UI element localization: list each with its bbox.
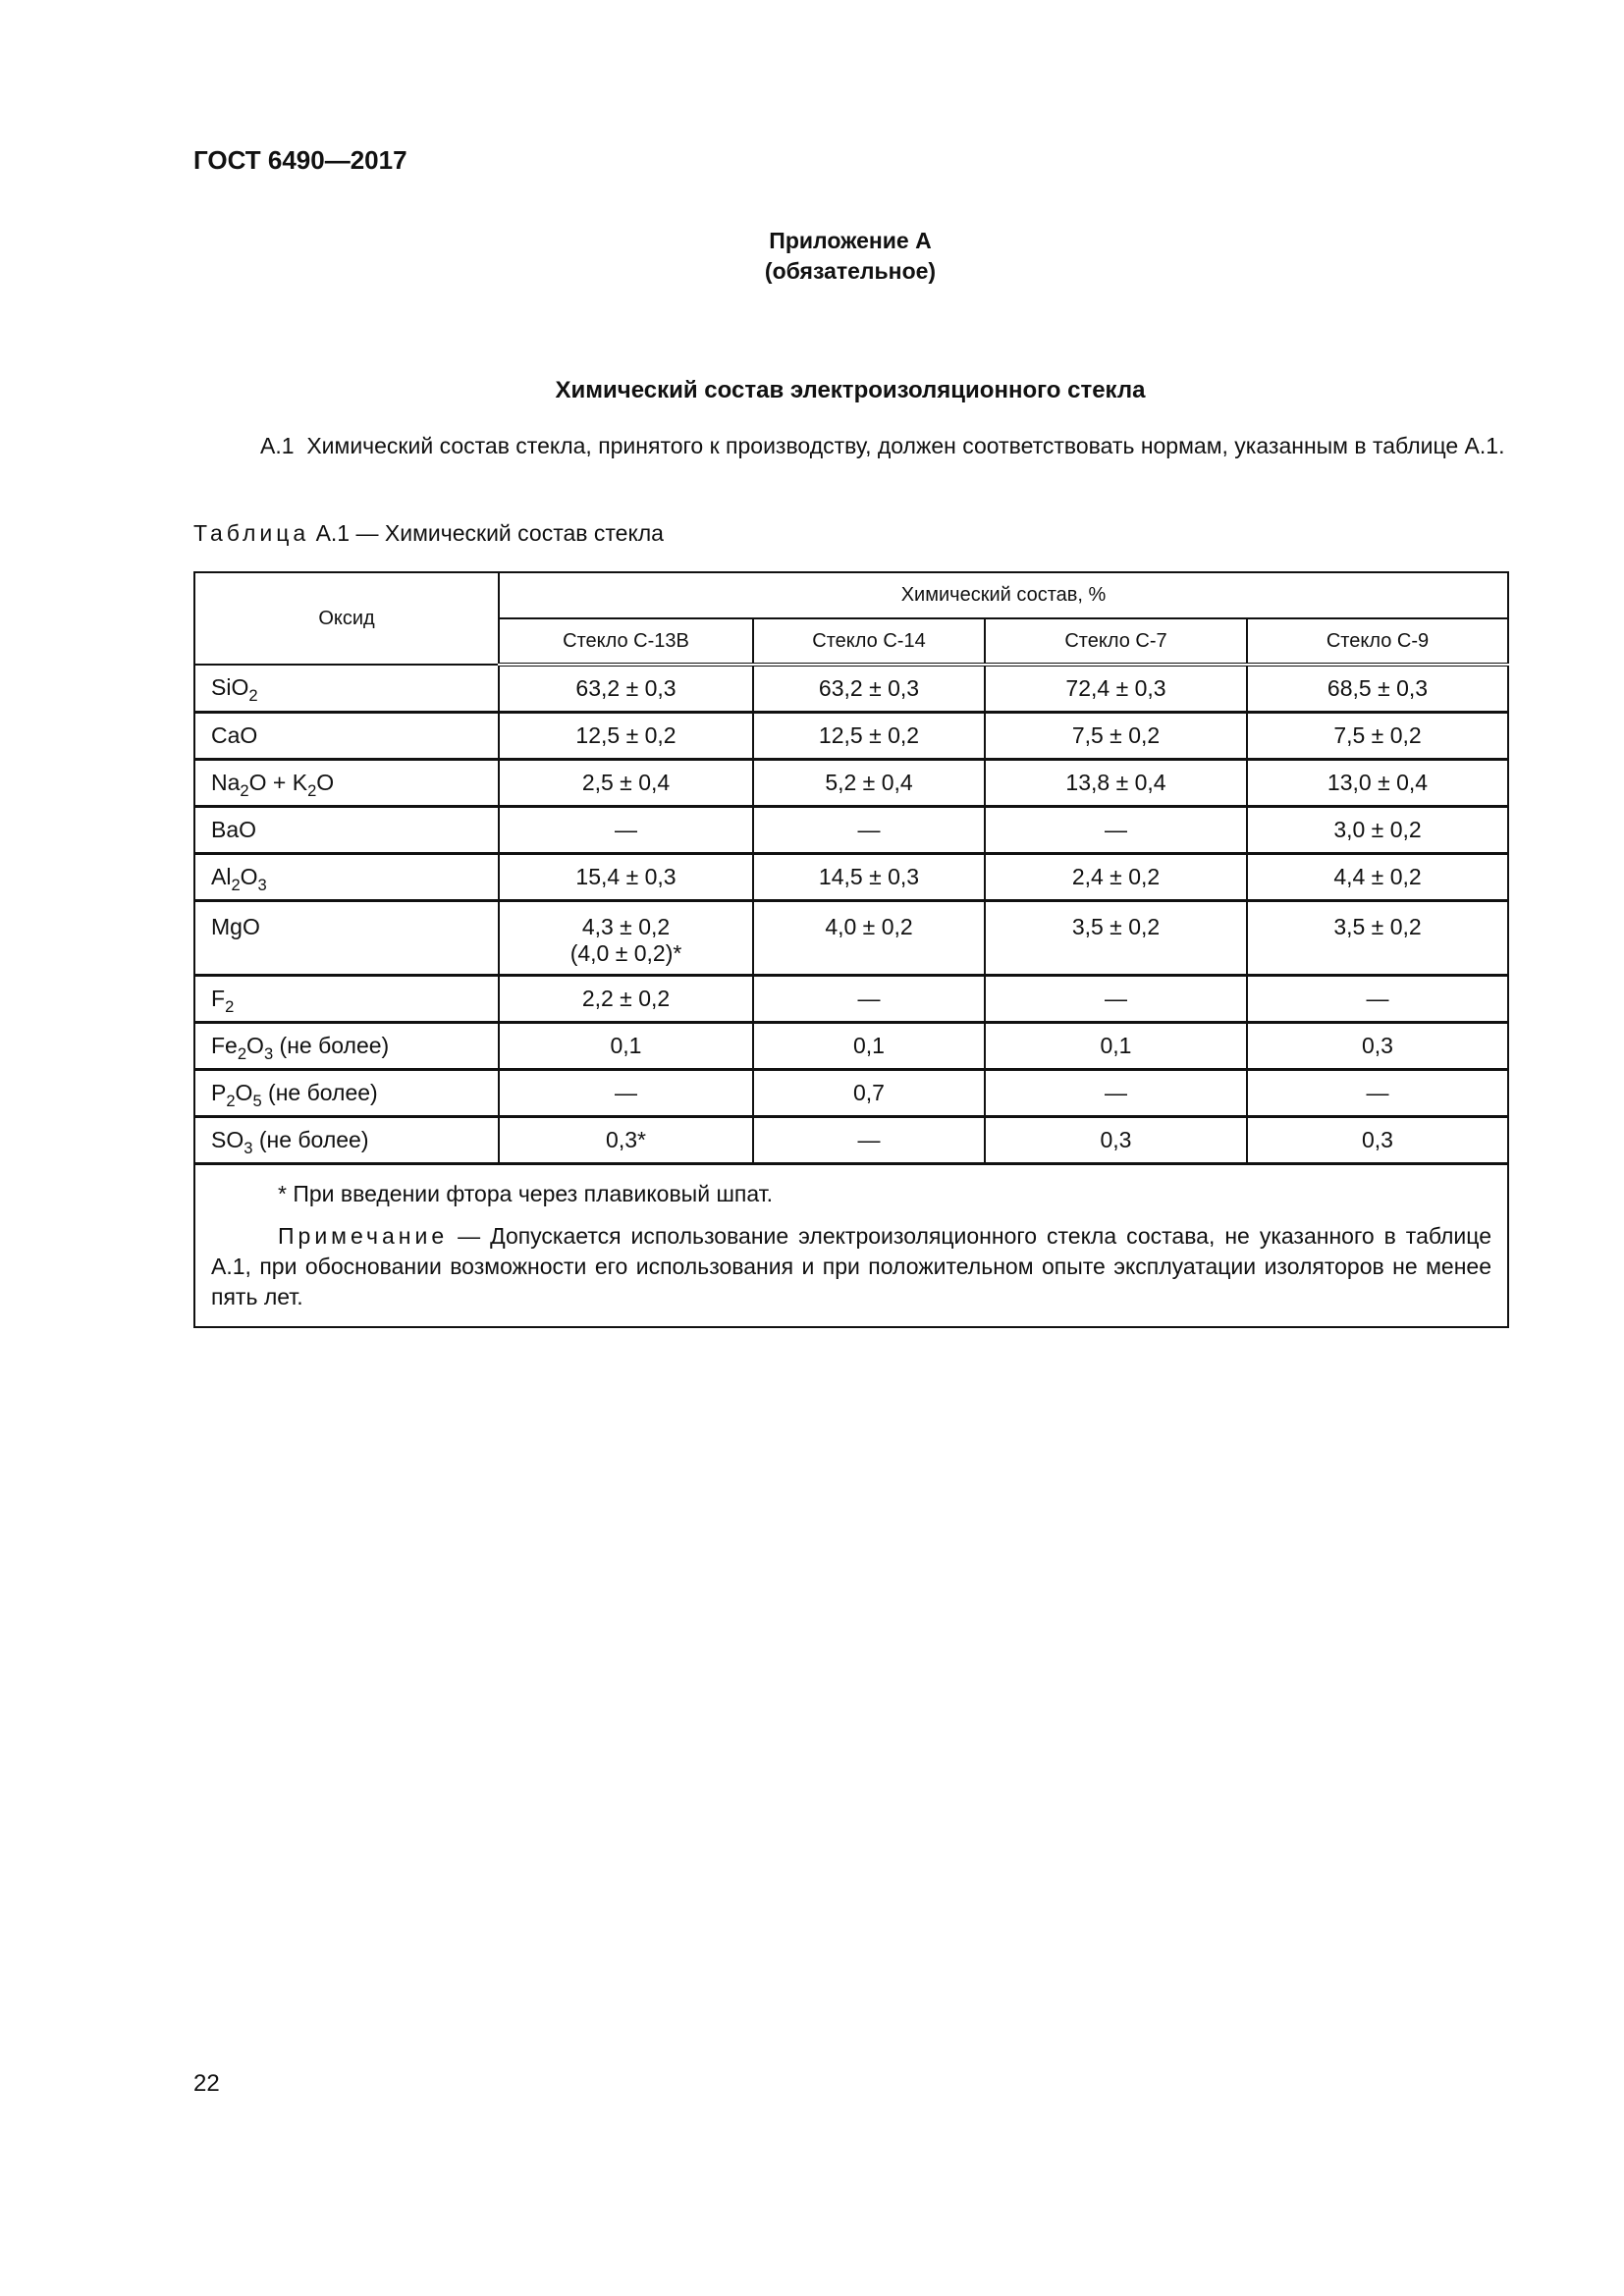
oxide-cell: SiO$_2$ <box>194 665 499 712</box>
table-note <box>211 1221 1491 1312</box>
paragraph-text: Химический состав стекла, принятого к производству, должен соответствовать нормам, указанным в таблице А.1. <box>306 433 1505 458</box>
oxide-cell: $F_2$ <box>194 975 499 1022</box>
value-cell: 4,4 ± 0,2 <box>1247 853 1508 900</box>
table-row <box>194 806 1508 853</box>
paragraph-number: А.1 <box>260 433 295 458</box>
value-cell: 0,3* <box>499 1116 753 1163</box>
table-row <box>194 975 1508 1022</box>
value-cell: — <box>753 1116 985 1163</box>
table-row <box>194 759 1508 806</box>
value-cell: 13,0 ± 0,4 <box>1247 759 1508 806</box>
table-row <box>194 1022 1508 1069</box>
standard-code: ГОСТ 6490—2017 <box>193 145 407 175</box>
column-header: Стекло С-14 <box>753 618 985 665</box>
appendix-heading <box>193 226 1507 287</box>
page-number: 22 <box>193 2070 220 2097</box>
table-caption <box>193 520 664 547</box>
composition-group-header: Химический состав, % <box>499 572 1508 618</box>
value-cell: — <box>985 975 1247 1022</box>
table-notes <box>194 1163 1508 1327</box>
table-caption-label: Таблица <box>193 520 310 546</box>
oxide-cell: CaO <box>194 712 499 759</box>
value-primary: 4,3 ± 0,2 <box>581 913 671 939</box>
value-cell: — <box>1247 975 1508 1022</box>
value-cell: 5,2 ± 0,4 <box>753 759 985 806</box>
value-cell: 0,1 <box>985 1022 1247 1069</box>
value-cell: 2,2 ± 0,2 <box>499 975 753 1022</box>
column-header: Стекло С-9 <box>1247 618 1508 665</box>
table-footnote: * При введении фтора через плавиковый шпат. <box>278 1180 774 1206</box>
value-cell: — <box>499 1069 753 1116</box>
table-row <box>194 1116 1508 1163</box>
value-cell: 0,7 <box>753 1069 985 1116</box>
value-alternative: (4,0 ± 0,2)* <box>569 939 682 966</box>
value-cell: — <box>499 806 753 853</box>
paragraph-a1 <box>193 430 1507 461</box>
table-notes-row <box>194 1163 1508 1327</box>
value-cell: — <box>753 806 985 853</box>
table-row <box>194 900 1508 975</box>
value-cell: 4,0 ± 0,2 <box>753 900 985 975</box>
chemical-composition-table <box>193 571 1509 1328</box>
oxide-cell: $Fe_2O_3$ (не более) <box>194 1022 499 1069</box>
value-cell: — <box>753 975 985 1022</box>
value-cell: 68,5 ± 0,3 <box>1247 665 1508 712</box>
value-cell: 0,3 <box>985 1116 1247 1163</box>
value-cell: 0,1 <box>753 1022 985 1069</box>
value-cell: 0,1 <box>499 1022 753 1069</box>
appendix-status: (обязательное) <box>764 258 937 284</box>
value-cell <box>499 900 753 975</box>
table-row <box>194 712 1508 759</box>
note-text: — Допускается использование электроизоляционного стекла состава, не указанного в таблице А.1, при обосновании возможности его использования и при положительном опыте эксплуатации изоляторов не менее пять лет. <box>211 1222 1491 1309</box>
column-header: Стекло С-7 <box>985 618 1247 665</box>
oxide-header: Оксид <box>194 572 499 665</box>
value-cell: 0,3 <box>1247 1022 1508 1069</box>
note-label: Примечание <box>278 1222 449 1249</box>
value-cell: 15,4 ± 0,3 <box>499 853 753 900</box>
value-cell: 3,0 ± 0,2 <box>1247 806 1508 853</box>
value-cell: 7,5 ± 0,2 <box>1247 712 1508 759</box>
table-caption-text: А.1 — Химический состав стекла <box>309 520 664 546</box>
oxide-cell: $Na_2O + K_2O$ <box>194 759 499 806</box>
oxide-cell: BaO <box>194 806 499 853</box>
value-cell: 63,2 ± 0,3 <box>499 665 753 712</box>
value-cell: 2,4 ± 0,2 <box>985 853 1247 900</box>
oxide-cell: $P_2O_5$ (не более) <box>194 1069 499 1116</box>
table-row <box>194 1069 1508 1116</box>
section-title: Химический состав электроизоляционного стекла <box>555 377 1146 403</box>
oxide-cell: $SO_3$ (не более) <box>194 1116 499 1163</box>
value-cell: 14,5 ± 0,3 <box>753 853 985 900</box>
value-cell: — <box>985 806 1247 853</box>
value-cell: 12,5 ± 0,2 <box>753 712 985 759</box>
value-cell: 72,4 ± 0,3 <box>985 665 1247 712</box>
appendix-title: Приложение А <box>769 228 932 253</box>
value-cell: — <box>985 1069 1247 1116</box>
table-row <box>194 665 1508 712</box>
value-cell: 0,3 <box>1247 1116 1508 1163</box>
value-cell: 12,5 ± 0,2 <box>499 712 753 759</box>
value-cell: 7,5 ± 0,2 <box>985 712 1247 759</box>
value-cell: 3,5 ± 0,2 <box>985 900 1247 975</box>
oxide-cell: $Al_2O_3$ <box>194 853 499 900</box>
value-cell: 3,5 ± 0,2 <box>1247 900 1508 975</box>
column-header: Стекло С-13В <box>499 618 753 665</box>
value-cell: — <box>1247 1069 1508 1116</box>
value-cell: 2,5 ± 0,4 <box>499 759 753 806</box>
value-cell: 63,2 ± 0,3 <box>753 665 985 712</box>
table-row <box>194 853 1508 900</box>
oxide-cell: MgO <box>194 900 499 975</box>
value-cell: 13,8 ± 0,4 <box>985 759 1247 806</box>
